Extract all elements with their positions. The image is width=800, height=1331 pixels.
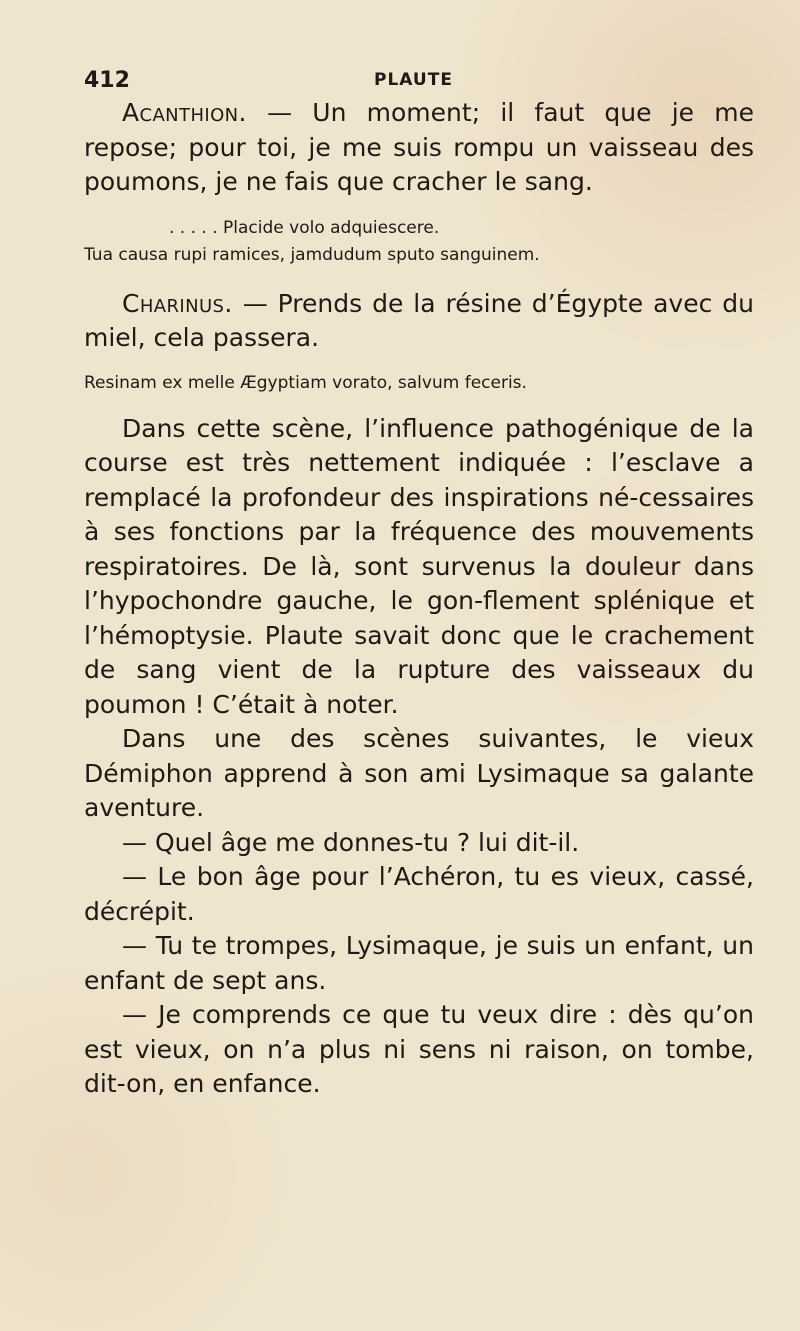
body-paragraph-4: — Le bon âge pour l’Achéron, tu es vieux, cassé, décrépit.	[84, 862, 754, 926]
body-paragraph-3: — Quel âge me donnes-tu ? lui dit-il.	[122, 827, 580, 857]
speaker-charinus: Charinus.	[122, 288, 233, 318]
dialogue-charinus	[84, 287, 754, 356]
page-header	[84, 68, 724, 98]
latin-quote-line-3: Resinam ex melle Ægyptiam vorato, salvum feceris.	[84, 372, 527, 393]
charinus-line: — Prends de la résine d’Égypte avec du miel, cela passera.	[84, 288, 754, 352]
acanthion-line: — Un moment; il faut que je me repose; pour toi, je me suis rompu un vaisseau des poumons, je ne fais que cracher le sang.	[84, 98, 754, 196]
speaker-acanthion: Acanthion.	[122, 98, 247, 127]
body-paragraph-6: — Je comprends ce que tu veux dire : dès qu’on est vieux, on n’a plus ni sens ni raison, on tombe, dit-on, en enfance.	[84, 1000, 754, 1098]
body-paragraph-1: Dans cette scène, l’influence pathogénique de la course est très nettement indiquée : l’esclave a remplacé la profondeur des inspirations né-cessaires à ses fonctions par la fréquence des mouvements respiratoires. De là, sont survenus la douleur dans l’hypochondre gauche, le gon-flement splénique et l’hémoptysie. Plaute savait donc que le crachement de sang vient de la rupture des vaisseaux du poumon ! C’était à noter.	[84, 413, 754, 719]
page-number: 412	[84, 68, 130, 93]
dialogue-acanthion	[84, 96, 754, 200]
running-head: PLAUTE	[374, 70, 453, 90]
body-paragraph-5: — Tu te trompes, Lysimaque, je suis un enfant, un enfant de sept ans.	[84, 931, 754, 995]
page-content	[84, 96, 754, 1102]
latin-quote-line-1: . . . . . Placide volo adquiescere.	[169, 217, 440, 238]
latin-quote-line-2: Tua causa rupi ramices, jamdudum sputo sanguinem.	[84, 244, 540, 265]
body-paragraph-2: Dans une des scènes suivantes, le vieux Démiphon apprend à son ami Lysimaque sa galante aventure.	[84, 724, 754, 822]
